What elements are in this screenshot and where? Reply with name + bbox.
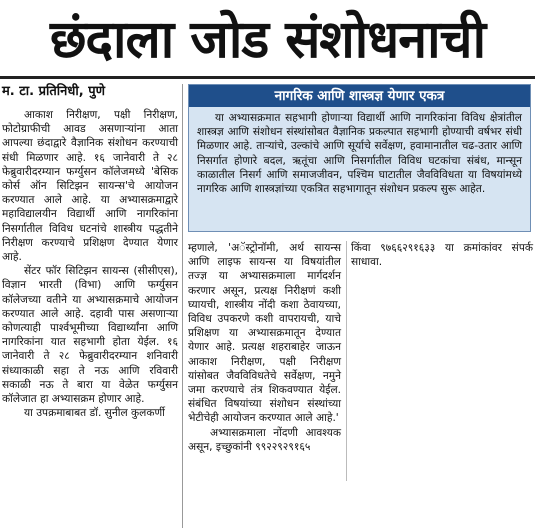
sidebar-box bbox=[188, 84, 531, 232]
headline: छंदाला जोड संशोधनाची bbox=[49, 10, 486, 70]
byline: म. टा. प्रतिनिधी, पुणे bbox=[2, 84, 105, 99]
sidebar-box-body bbox=[189, 107, 530, 196]
article-paragraph: आकाश निरीक्षण, पक्षी निरीक्षण, फोटोग्राफीची आवड असणाऱ्यांना आता आपल्या छंदाद्वारे वैज्ञानिक संशोधन करण्याची संधी मिळणार आहे. १६ जानेवारी ते २८ फेब्रुवारीदरम्यान फर्ग्युसन कॉलेजमध्ये 'बेसिक कोर्स ऑन सिटिझन सायन्स'चे आयोजन करण्यात आले आहे. या अभ्यासक्रमाद्वारे महाविद्यालयीन विद्यार्थी आणि नागरिकांना निसर्गातील विविध घटनांचे शास्त्रीय पद्धतीने निरीक्षण करण्याचे प्रशिक्षण देण्यात येणार आहे. bbox=[2, 109, 178, 264]
article-paragraph: किंवा ९७६६२९१६३३ या क्रमांकांवर संपर्क साधावा. bbox=[351, 242, 533, 269]
headline-rule bbox=[0, 76, 535, 79]
article-column-left bbox=[2, 108, 178, 420]
column-divider bbox=[182, 84, 183, 528]
article-paragraph: सेंटर फॉर सिटिझन सायन्स (सीसीएस), विज्ञान भारती (विभा) आणि फर्ग्युसन कॉलेजच्या वतीने या अभ्यासक्रमाचे आयोजन करण्यात आले आहे. दहावी पास असणाऱ्या कोणत्याही पार्श्वभूमीच्या विद्यार्थ्यांना आणि नागरिकांना यात सहभागी होता येईल. १६ जानेवारी ते २८ फेब्रुवारीदरम्यान शनिवारी संध्याकाळी सहा ते नऊ आणि रविवारी सकाळी नऊ ते बारा या वेळेत फर्ग्युसन कॉलेजात हा अभ्यासक्रम होणार आहे. bbox=[2, 265, 178, 406]
sidebar-box-text: या अभ्यासक्रमात सहभागी होणाऱ्या विद्यार्थी आणि नागरिकांना विविध क्षेत्रांतील शास्त्रज्ञ आणि संशोधन संस्थांसोबत वैज्ञानिक प्रकल्पात सहभागी होण्याची वर्षभर संधी मिळणार आहे. ताऱ्यांचे, उल्कांचे आणि सूर्याचे सर्वेक्षण, हवामानातील चढ-उतार आणि निसर्गात होणारे बदल, ऋतूंचा आणि निसर्गातील विविध घटकांचा संबंध, मान्सून काळातील निसर्ग आणि समाजजीवन, पश्चिम घाटातील जैवविविधता या विषयांमध्ये नागरिक आणि शास्त्रज्ञांच्या एकत्रित सहभागातून संशोधन प्रकल्प सुरू आहेत. bbox=[197, 112, 522, 196]
article-column-right bbox=[351, 241, 533, 269]
sidebar-box-title: नागरिक आणि शास्त्रज्ञ येणार एकत्र bbox=[189, 85, 530, 107]
article-paragraph: म्हणाले, 'अॅस्ट्रोनॉमी, अर्थ सायन्स आणि लाइफ सायन्स या विषयांतील तज्ज्ञ या अभ्यासक्रमाला मार्गदर्शन करणार असून, प्रत्यक्ष निरीक्षणं कशी घ्यायची, शास्त्रीय नोंदी कशा ठेवायच्या, विविध उपकरणे कशी वापरायची, याचे प्रशिक्षण या अभ्यासक्रमातून देण्यात येणार आहे. प्रत्यक्ष शहराबाहेर जाऊन आकाश निरीक्षण, पक्षी निरीक्षण यांसोबत जैवविविधतेचे सर्वेक्षण, नमुने जमा करण्याचे तंत्र शिकवण्यात येईल. संबंधित विषयांच्या संशोधन संस्थांच्या भेटीचेही आयोजन करण्यात आले आहे.' bbox=[188, 242, 341, 425]
article-paragraph: या उपक्रमाबाबत डॉ. सुनील कुलकर्णी bbox=[24, 407, 165, 420]
article-paragraph: अभ्यासक्रमाला नोंदणी आवश्यक असून, इच्छुकांनी ९९२२९२९१६५ bbox=[188, 426, 341, 453]
article-column-middle bbox=[188, 241, 341, 454]
column-divider-middle bbox=[346, 241, 347, 481]
